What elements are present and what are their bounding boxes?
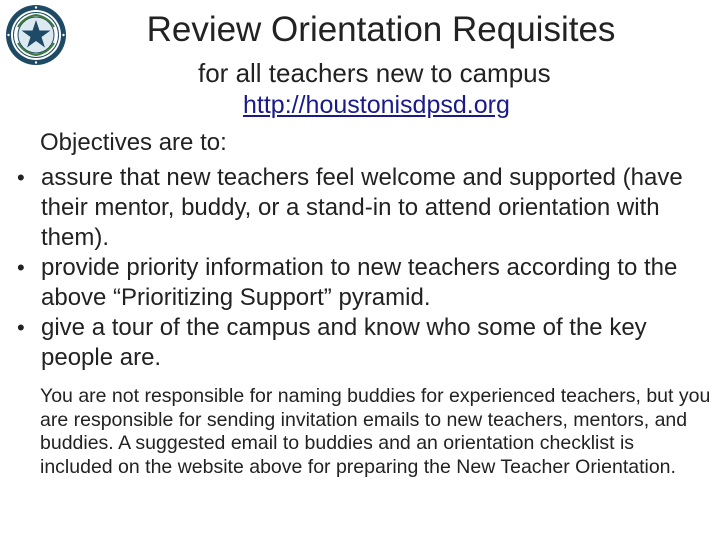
list-item-text: give a tour of the campus and know who some of the key people are.: [41, 314, 647, 371]
responsibility-note: You are not responsible for naming buddies for experienced teachers, but you are responsible for sending invitation emails to new teachers, mentors, and buddies. A suggested email to buddies and an orientation checklist is included on the website above for preparing the New Teacher Orientation.: [40, 385, 711, 478]
bullet-icon: •: [17, 315, 25, 340]
website-link[interactable]: http://houstonisdpsd.org: [243, 91, 510, 119]
list-item-text: provide priority information to new teachers according to the above “Prioritizing Support” pyramid.: [41, 254, 678, 311]
objectives-heading: Objectives are to:: [40, 129, 227, 156]
slide-title: Review Orientation Requisites: [146, 10, 616, 49]
bullet-icon: •: [17, 255, 25, 280]
bullet-icon: •: [17, 165, 25, 190]
list-item: [0, 253, 710, 313]
slide-subtitle: for all teachers new to campus: [198, 58, 551, 88]
objectives-list: [0, 163, 710, 373]
list-item: [0, 313, 710, 373]
list-item: [0, 163, 710, 253]
list-item-text: assure that new teachers feel welcome and supported (have their mentor, buddy, or a stand-in to attend orientation with them).: [41, 164, 683, 251]
